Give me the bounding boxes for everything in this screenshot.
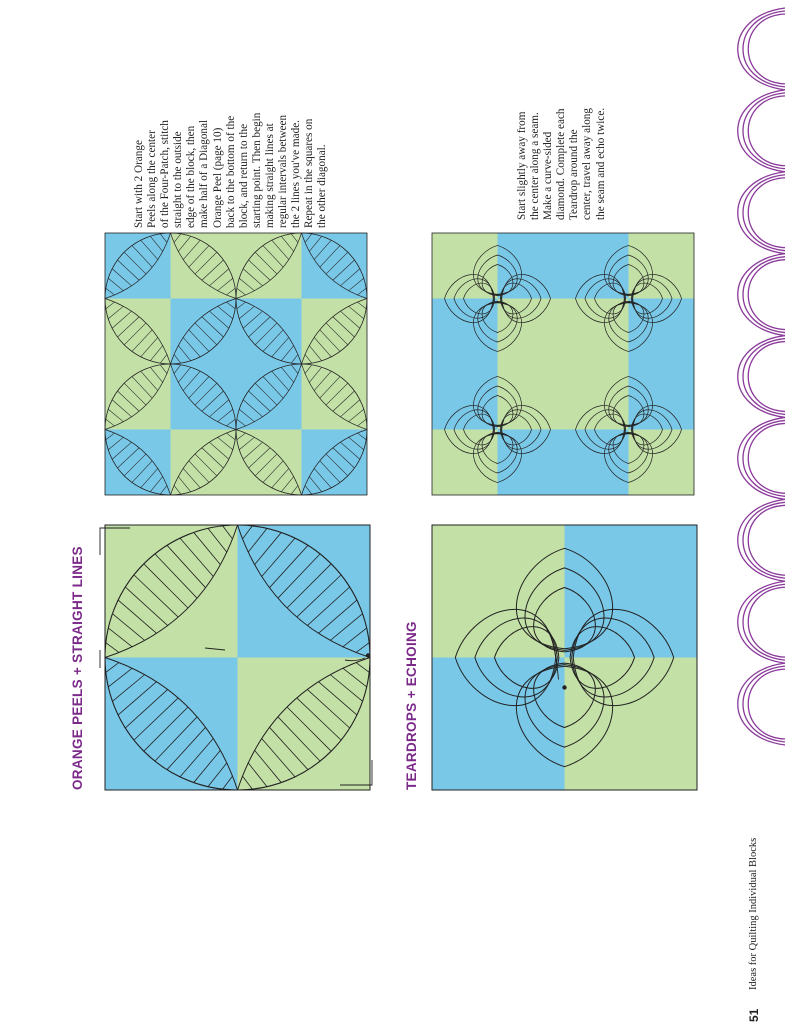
heading-orange-peels: ORANGE PEELS + STRAIGHT LINES	[70, 546, 85, 790]
patch-square	[563, 233, 629, 299]
patch-square	[629, 233, 695, 299]
text-line: Peels along the center	[146, 130, 159, 228]
patch-square	[563, 430, 629, 496]
heading-teardrops: TEARDROPS + ECHOING	[404, 621, 419, 790]
text-line: the seam and echo twice.	[594, 107, 607, 220]
text-line: regular intervals between	[277, 114, 290, 228]
patch-square	[498, 233, 564, 299]
patch-square	[629, 430, 695, 496]
text-line: the center along a seam.	[529, 112, 542, 220]
patch-square	[432, 299, 498, 365]
text-line: Repeat in the squares on	[303, 118, 316, 228]
patch-square	[432, 364, 498, 430]
text-line: the 2 lines you've made.	[290, 120, 303, 228]
patch-square	[498, 430, 564, 496]
text-line: diamond. Complete each	[555, 108, 568, 220]
patch-square	[498, 364, 564, 430]
text-line: the other diagonal.	[316, 144, 329, 228]
text-line: edge of the block, then	[185, 125, 198, 228]
text-line: starting point. Then begin	[250, 112, 263, 228]
text-line: block, and return to the	[237, 123, 250, 228]
patch-square	[563, 364, 629, 430]
text-line: Orange Peel (page 10)	[211, 127, 224, 228]
text-line: Start with 2 Orange	[133, 140, 145, 228]
patch-square	[432, 430, 498, 496]
text-line: straight to the outside	[172, 131, 185, 228]
text-line: of the Four-Patch, stitch	[159, 120, 172, 228]
text-line: Teardrop around the	[568, 129, 581, 220]
page-number: 51	[747, 1008, 761, 1022]
footer-text: Ideas for Quilting Individual Blocks	[748, 837, 759, 990]
patch-square	[432, 233, 498, 299]
text-line: center, travel away along	[581, 108, 594, 220]
text-line: Start slightly away from	[516, 111, 528, 220]
text-line: make half of a Diagonal	[198, 119, 211, 228]
patch-square	[563, 299, 629, 365]
text-line: Make a curve-sided	[542, 131, 555, 220]
patch-square	[629, 364, 695, 430]
patch-square	[498, 299, 564, 365]
text-line: making straight lines at	[263, 123, 276, 228]
text-line: back to the bottom of the	[224, 115, 237, 228]
patch-square	[629, 299, 695, 365]
